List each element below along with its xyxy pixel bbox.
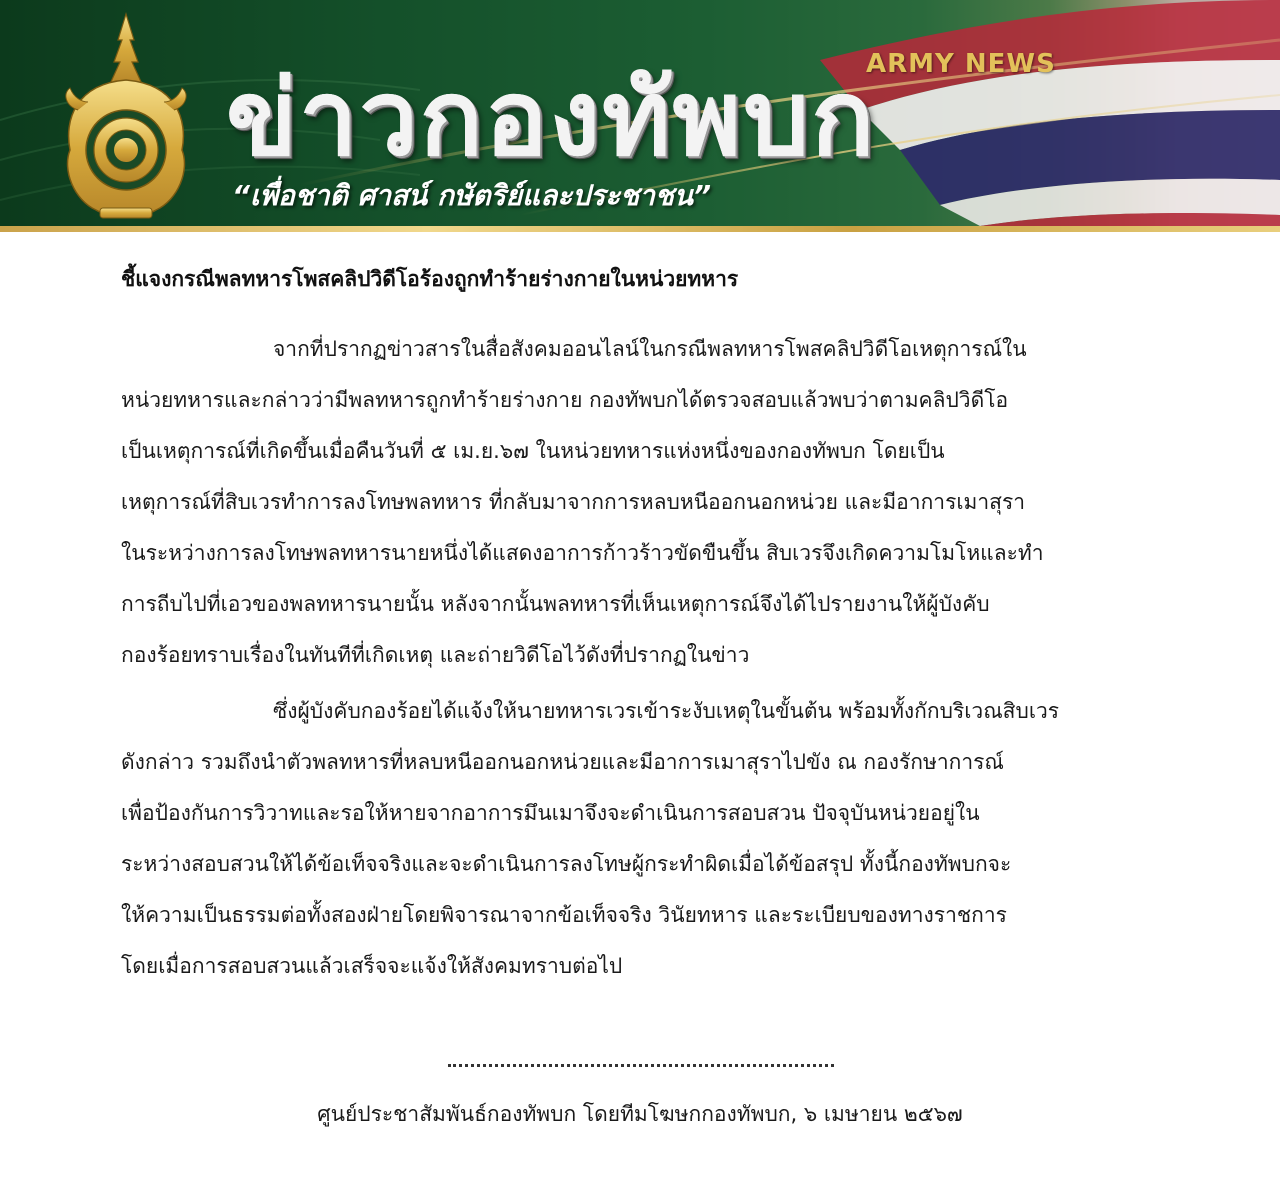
- article-paragraph-2: [121, 686, 1161, 992]
- banner-title: ข่าวกองทัพบก: [226, 57, 877, 179]
- paragraph-line: กองร้อยทราบเรื่องในทันทีที่เกิดเหตุ และถ่ายวิดีโอไว้ดังที่ปรากฏในข่าว: [121, 643, 750, 667]
- paragraph-line: ในระหว่างการลงโทษพลทหารนายหนึ่งได้แสดงอาการก้าวร้าวขัดขืนขึ้น สิบเวรจึงเกิดความโมโหและทำ: [121, 541, 1044, 565]
- paragraph-line: โดยเมื่อการสอบสวนแล้วเสร็จจะแจ้งให้สังคมทราบต่อไป: [121, 954, 623, 978]
- paragraph-line: การถีบไปที่เอวของพลทหารนายนั้น หลังจากนั้นพลทหารที่เห็นเหตุการณ์จึงได้ไปรายงานให้ผู้บังคับ: [121, 592, 990, 616]
- paragraph-line: เหตุการณ์ที่สิบเวรทำการลงโทษพลทหาร ที่กลับมาจากการหลบหนีออกนอกหน่วย และมีอาการเมาสุรา: [121, 490, 1026, 514]
- banner-gold-divider: [0, 226, 1280, 232]
- paragraph-line: เพื่อป้องกันการวิวาทและรอให้หายจากอาการมึนเมาจึงจะดำเนินการสอบสวน ปัจจุบันหน่วยอยู่ใน: [121, 801, 980, 825]
- article-paragraph-1: [121, 324, 1161, 681]
- footer-separator: [448, 1064, 834, 1067]
- paragraph-line: ระหว่างสอบสวนให้ได้ข้อเท็จจริงและจะดำเนินการลงโทษผู้กระทำผิดเมื่อได้ข้อสรุป ทั้งนี้กองทัพบกจะ: [121, 852, 1012, 876]
- article-headline: ชี้แจงกรณีพลทหารโพสคลิปวิดีโอร้องถูกทำร้ายร่างกายในหน่วยทหาร: [121, 267, 739, 291]
- banner-motto: “เพื่อชาติ ศาสน์ กษัตริย์และประชาชน”: [232, 179, 712, 212]
- banner: [0, 0, 1280, 232]
- paragraph-line: ซึ่งผู้บังคับกองร้อยได้แจ้งให้นายทหารเวรเข้าระงับเหตุในขั้นต้น พร้อมทั้งกักบริเวณสิบเวร: [273, 699, 1060, 723]
- paragraph-line: ดังกล่าว รวมถึงนำตัวพลทหารที่หลบหนีออกนอกหน่วยและมีอาการเมาสุราไปขัง ณ กองรักษาการณ์: [121, 750, 1004, 774]
- article-footer-source: ศูนย์ประชาสัมพันธ์กองทัพบก โดยทีมโฆษกกองทัพบก, ๖ เมษายน ๒๕๖๗: [317, 1102, 963, 1126]
- paragraph-line: ให้ความเป็นธรรมต่อทั้งสองฝ่ายโดยพิจารณาจากข้อเท็จจริง วินัยทหาร และระเบียบของทางราชการ: [121, 903, 1007, 927]
- paragraph-line: จากที่ปรากฏข่าวสารในสื่อสังคมออนไลน์ในกรณีพลทหารโพสคลิปวิดีโอเหตุการณ์ใน: [273, 337, 1027, 361]
- army-news-label: ARMY NEWS: [866, 49, 1056, 79]
- paragraph-line: หน่วยทหารและกล่าวว่ามีพลทหารถูกทำร้ายร่างกาย กองทัพบกได้ตรวจสอบแล้วพบว่าตามคลิปวิดีโอ: [121, 388, 1009, 412]
- royal-thai-army-emblem-icon: [56, 10, 196, 224]
- paragraph-line: เป็นเหตุการณ์ที่เกิดขึ้นเมื่อคืนวันที่ ๕ เม.ย.๖๗ ในหน่วยทหารแห่งหนึ่งของกองทัพบก โดยเป็น: [121, 439, 945, 463]
